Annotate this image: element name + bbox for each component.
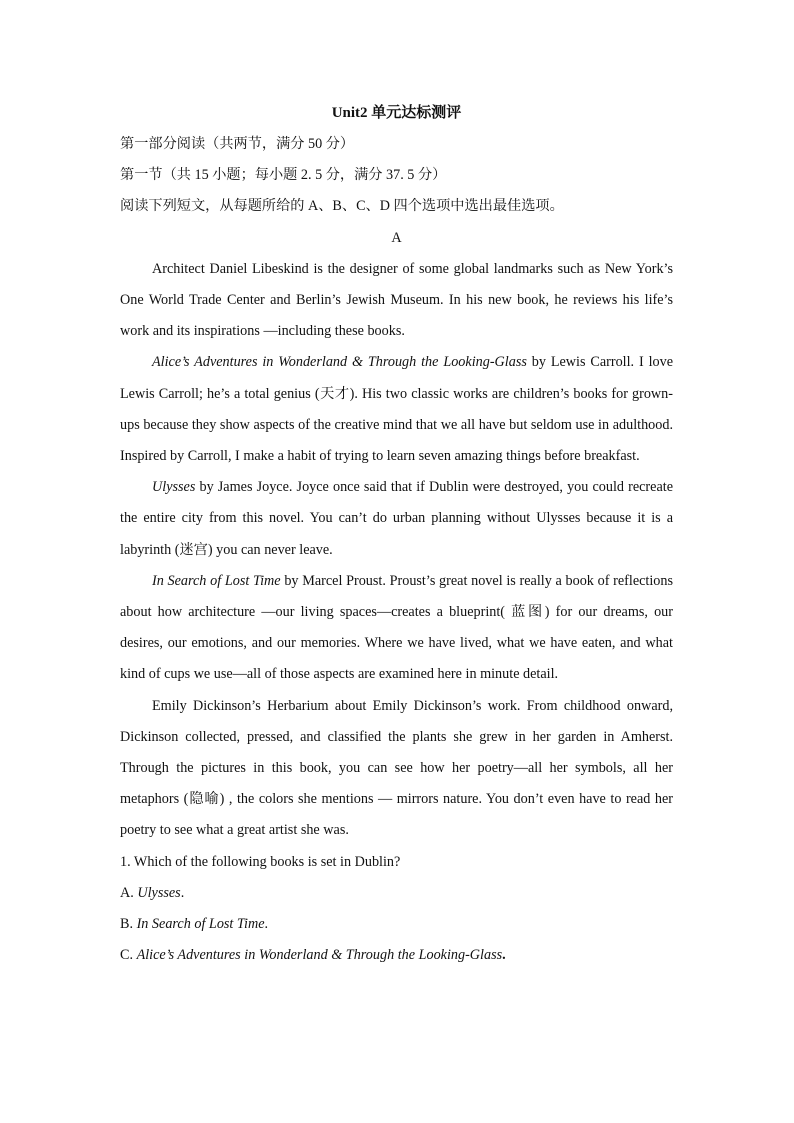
option-a <box>120 878 673 909</box>
document-title: Unit2 单元达标测评 <box>331 105 462 121</box>
option-b-suffix: . <box>264 916 269 933</box>
paragraph-intro: Architect Daniel Libeskind is the designer of some global landmarks such as New York’s One World Trade Center and Berlin’s Jewish Museum. In his new book, he reviews his life’s work and its inspirations —including these books. <box>120 260 673 340</box>
book-title-ulysses: Ulysses <box>152 479 196 496</box>
paragraph-joyce <box>120 472 673 566</box>
option-b <box>120 909 673 940</box>
part-heading: 第一部分阅读（共两节，满分 50 分） <box>120 136 355 152</box>
paragraph-proust <box>120 566 673 691</box>
option-b-text: In Search of Lost Time <box>136 916 265 933</box>
option-a-prefix: A. <box>120 884 138 901</box>
paragraph-proust-text: by Marcel Proust. Proust’s great novel is really a book of reflections about how architecture —our living spaces—creates a blueprint( 蓝图) for our dreams, our desires, our emotions, and our memories. Where we have lived, what we have eaten, and what kind of cups we use—all of those aspects are examined here in minute detail. <box>120 572 674 683</box>
instructions: 阅读下列短文，从每题所给的 A、B、C、D 四个选项中选出最佳选项。 <box>120 198 564 215</box>
document-page <box>120 98 673 971</box>
option-c <box>120 940 673 971</box>
section-heading: 第一节（共 15 小题；每小题 2. 5 分，满分 37. 5 分） <box>120 167 447 184</box>
paragraph-carroll-text: by Lewis Carroll. I love Lewis Carroll; he’s a total genius (天才). His two classic works are children’s books for grown-ups because they show aspects of the creative mind that we all have but seldom use in adulthood. Inspired by Carroll, I make a habit of trying to learn seven amazing things before breakfast. <box>120 354 673 465</box>
option-a-text: Ulysses <box>137 884 181 901</box>
option-a-suffix: . <box>180 884 185 901</box>
option-c-suffix: . <box>502 947 506 964</box>
paragraph-dickinson: Emily Dickinson’s Herbarium about Emily Dickinson’s work. From childhood onward, Dickinson collected, pressed, and classified the plants she grew in her garden in Amherst. Through the pictures in this book, you can see how her poetry—all her symbols, all her metaphors (隐喻) , the colors she mentions — mirrors nature. You don’t even have to read her poetry to see what a great artist she was. <box>120 697 673 839</box>
option-c-text: Alice’s Adventures in Wonderland & Through the Looking-Glass <box>136 947 503 964</box>
paragraph-joyce-text: by James Joyce. Joyce once said that if Dublin were destroyed, you could recreate the entire city from this novel. You can’t do urban planning without Ulysses because it is a labyrinth (迷宫) you can never leave. <box>120 479 673 558</box>
book-title-lost-time: In Search of Lost Time <box>152 572 281 589</box>
question-stem: 1. Which of the following books is set in Dublin? <box>120 853 401 870</box>
paragraph-carroll <box>120 347 673 472</box>
option-b-prefix: B. <box>120 916 137 933</box>
option-c-prefix: C. <box>120 947 137 964</box>
book-title-alice: Alice’s Adventures in Wonderland & Through the Looking-Glass <box>152 354 527 371</box>
passage-letter: A <box>391 229 402 246</box>
